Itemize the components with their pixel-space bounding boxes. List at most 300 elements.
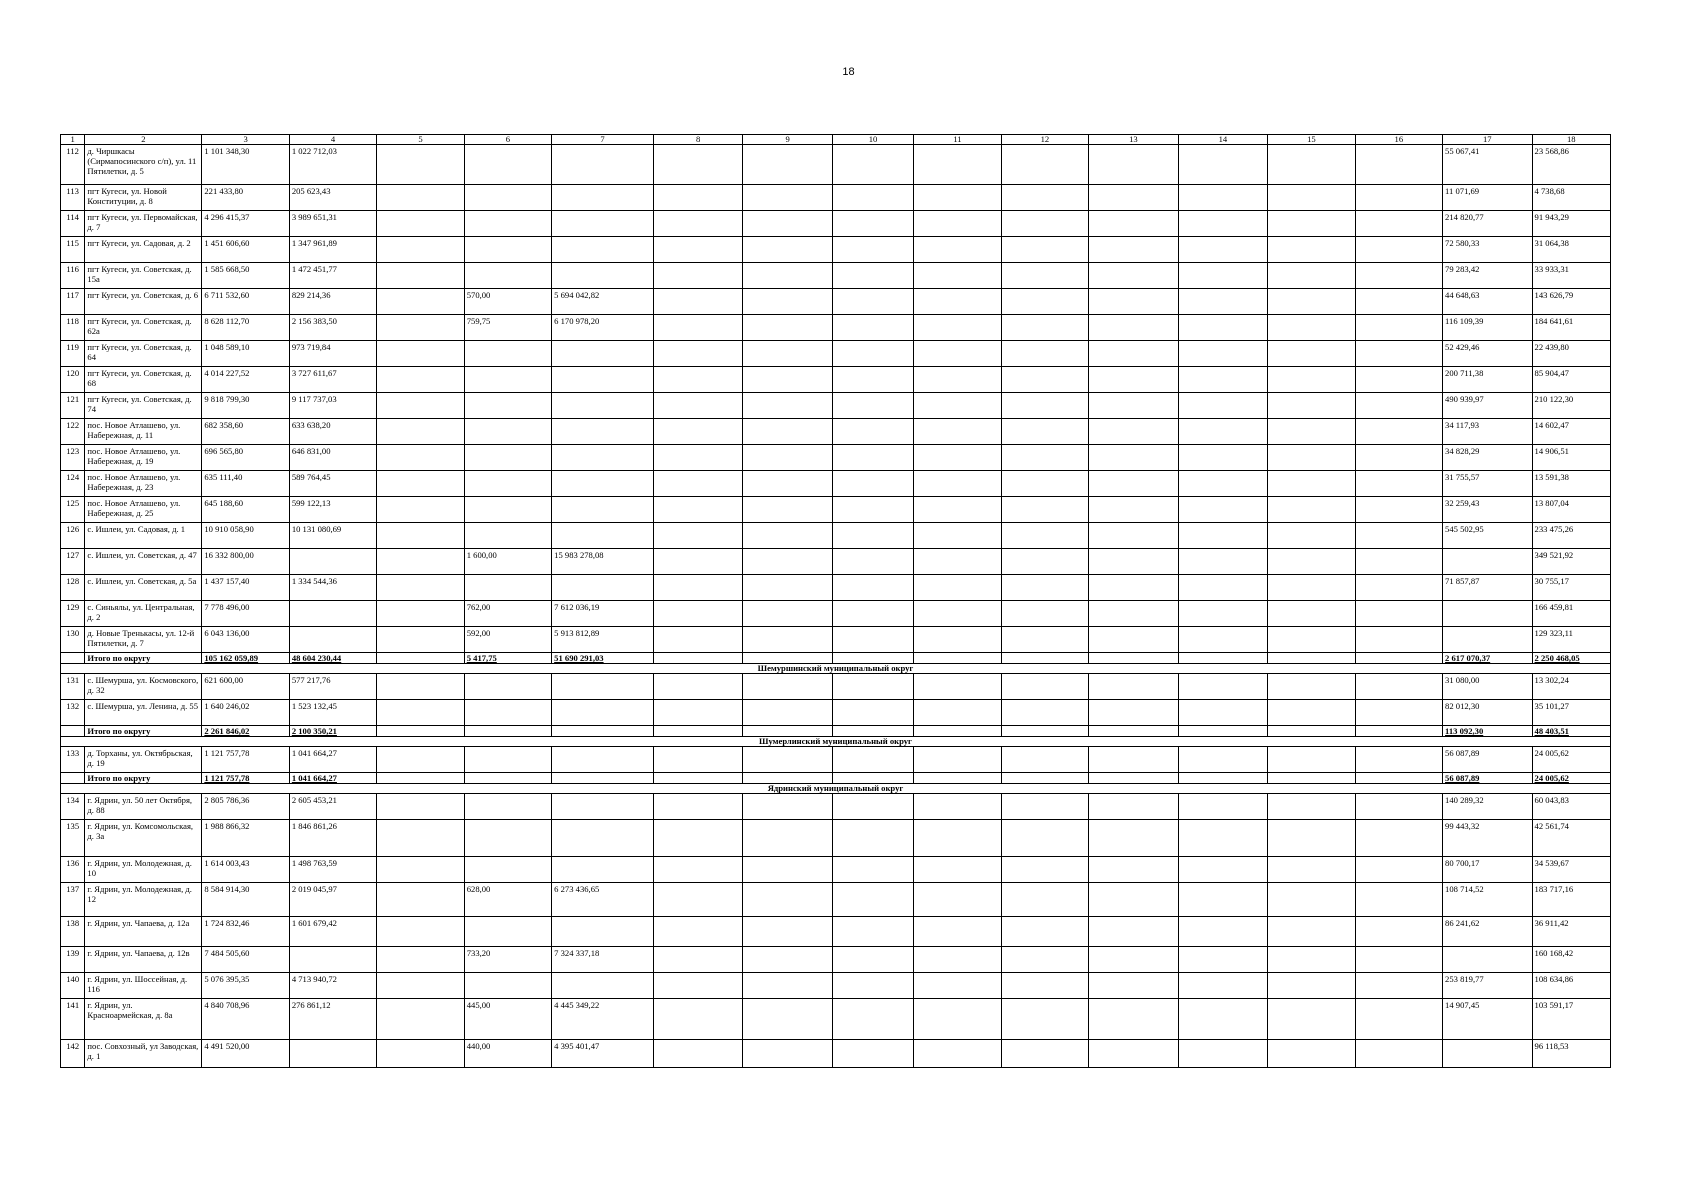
total-label: Итого по округу bbox=[85, 773, 202, 784]
value-col-7: 7 324 337,18 bbox=[552, 947, 654, 973]
table-row bbox=[61, 601, 1611, 627]
value-col-9 bbox=[743, 393, 833, 419]
row-number: 130 bbox=[61, 627, 85, 653]
value-col-5 bbox=[377, 497, 464, 523]
value-col-10 bbox=[832, 857, 913, 883]
value-col-4: 1 498 763,59 bbox=[289, 857, 376, 883]
value-col-6 bbox=[464, 145, 551, 185]
value-col-9 bbox=[743, 973, 833, 999]
value-col-11 bbox=[914, 263, 1001, 289]
row-number: 125 bbox=[61, 497, 85, 523]
value-col-15 bbox=[1268, 857, 1355, 883]
value-col-16 bbox=[1355, 185, 1442, 211]
value-col-18: 13 807,04 bbox=[1532, 497, 1610, 523]
value-col-15 bbox=[1268, 601, 1355, 627]
value-col-10 bbox=[832, 445, 913, 471]
value-col-4: 1 041 664,27 bbox=[289, 747, 376, 773]
column-number-16: 16 bbox=[1355, 135, 1442, 145]
value-col-13 bbox=[1089, 315, 1179, 341]
value-col-10 bbox=[832, 237, 913, 263]
value-col-3: 10 910 058,90 bbox=[202, 523, 289, 549]
table-row bbox=[61, 393, 1611, 419]
value-col-15 bbox=[1268, 145, 1355, 185]
value-col-17: 200 711,38 bbox=[1443, 367, 1533, 393]
value-col-3: 1 614 003,43 bbox=[202, 857, 289, 883]
district-total-row bbox=[61, 726, 1611, 737]
value-col-6 bbox=[464, 419, 551, 445]
value-col-17: 14 907,45 bbox=[1443, 999, 1533, 1040]
value-col-17: 2 617 070,37 bbox=[1443, 653, 1533, 664]
table-row bbox=[61, 445, 1611, 471]
value-col-13 bbox=[1089, 237, 1179, 263]
value-col-16 bbox=[1355, 549, 1442, 575]
value-col-6 bbox=[464, 237, 551, 263]
table-row bbox=[61, 857, 1611, 883]
value-col-4: 9 117 737,03 bbox=[289, 393, 376, 419]
column-number-7: 7 bbox=[552, 135, 654, 145]
value-col-7 bbox=[552, 773, 654, 784]
value-col-18: 24 005,62 bbox=[1532, 747, 1610, 773]
address: с. Ишлеи, ул. Советская, д. 47 bbox=[85, 549, 202, 575]
value-col-11 bbox=[914, 857, 1001, 883]
row-number: 131 bbox=[61, 674, 85, 700]
value-col-8 bbox=[653, 627, 743, 653]
value-col-17 bbox=[1443, 601, 1533, 627]
value-col-12 bbox=[1001, 700, 1088, 726]
row-number: 139 bbox=[61, 947, 85, 973]
value-col-3: 4 014 227,52 bbox=[202, 367, 289, 393]
value-col-10 bbox=[832, 601, 913, 627]
address: г. Ядрин, ул. Чапаева, д. 12в bbox=[85, 947, 202, 973]
value-col-15 bbox=[1268, 627, 1355, 653]
value-col-16 bbox=[1355, 601, 1442, 627]
value-col-5 bbox=[377, 973, 464, 999]
value-col-13 bbox=[1089, 523, 1179, 549]
value-col-15 bbox=[1268, 575, 1355, 601]
value-col-14 bbox=[1178, 999, 1268, 1040]
value-col-11 bbox=[914, 999, 1001, 1040]
value-col-10 bbox=[832, 747, 913, 773]
value-col-12 bbox=[1001, 523, 1088, 549]
value-col-14 bbox=[1178, 674, 1268, 700]
value-col-3: 645 188,60 bbox=[202, 497, 289, 523]
value-col-9 bbox=[743, 237, 833, 263]
value-col-6 bbox=[464, 211, 551, 237]
value-col-8 bbox=[653, 883, 743, 917]
table-row bbox=[61, 315, 1611, 341]
value-col-13 bbox=[1089, 653, 1179, 664]
value-col-12 bbox=[1001, 1040, 1088, 1068]
value-col-8 bbox=[653, 237, 743, 263]
value-col-4 bbox=[289, 549, 376, 575]
value-col-9 bbox=[743, 211, 833, 237]
value-col-11 bbox=[914, 575, 1001, 601]
value-col-15 bbox=[1268, 653, 1355, 664]
value-col-18: 14 906,51 bbox=[1532, 445, 1610, 471]
address: пгт Кугеси, ул. Советская, д. 64 bbox=[85, 341, 202, 367]
value-col-4 bbox=[289, 601, 376, 627]
value-col-7 bbox=[552, 973, 654, 999]
value-col-14 bbox=[1178, 947, 1268, 973]
value-col-4: 577 217,76 bbox=[289, 674, 376, 700]
value-col-8 bbox=[653, 185, 743, 211]
value-col-16 bbox=[1355, 773, 1442, 784]
address: пгт Кугеси, ул. Советская, д. 15а bbox=[85, 263, 202, 289]
value-col-14 bbox=[1178, 263, 1268, 289]
table-row bbox=[61, 211, 1611, 237]
row-number: 134 bbox=[61, 794, 85, 820]
value-col-15 bbox=[1268, 549, 1355, 575]
value-col-5 bbox=[377, 601, 464, 627]
value-col-9 bbox=[743, 601, 833, 627]
value-col-7 bbox=[552, 471, 654, 497]
table-row bbox=[61, 674, 1611, 700]
value-col-7 bbox=[552, 794, 654, 820]
value-col-7 bbox=[552, 367, 654, 393]
value-col-7 bbox=[552, 341, 654, 367]
value-col-3: 621 600,00 bbox=[202, 674, 289, 700]
value-col-11 bbox=[914, 883, 1001, 917]
value-col-16 bbox=[1355, 700, 1442, 726]
value-col-17: 140 289,32 bbox=[1443, 794, 1533, 820]
value-col-15 bbox=[1268, 917, 1355, 947]
value-col-17: 80 700,17 bbox=[1443, 857, 1533, 883]
value-col-6: 733,20 bbox=[464, 947, 551, 973]
value-col-17: 71 857,87 bbox=[1443, 575, 1533, 601]
value-col-14 bbox=[1178, 211, 1268, 237]
value-col-8 bbox=[653, 315, 743, 341]
value-col-11 bbox=[914, 674, 1001, 700]
value-col-5 bbox=[377, 145, 464, 185]
value-col-12 bbox=[1001, 747, 1088, 773]
value-col-3: 1 640 246,02 bbox=[202, 700, 289, 726]
value-col-8 bbox=[653, 497, 743, 523]
value-col-12 bbox=[1001, 185, 1088, 211]
value-col-17: 108 714,52 bbox=[1443, 883, 1533, 917]
value-col-6 bbox=[464, 794, 551, 820]
row-number: 126 bbox=[61, 523, 85, 549]
value-col-4: 3 989 651,31 bbox=[289, 211, 376, 237]
value-col-18: 13 591,38 bbox=[1532, 471, 1610, 497]
value-col-8 bbox=[653, 211, 743, 237]
value-col-6 bbox=[464, 393, 551, 419]
value-col-3: 1 988 866,32 bbox=[202, 820, 289, 857]
value-col-7 bbox=[552, 747, 654, 773]
row-number: 142 bbox=[61, 1040, 85, 1068]
value-col-9 bbox=[743, 575, 833, 601]
value-col-18: 183 717,16 bbox=[1532, 883, 1610, 917]
value-col-9 bbox=[743, 445, 833, 471]
value-col-6 bbox=[464, 820, 551, 857]
value-col-17 bbox=[1443, 1040, 1533, 1068]
table-row bbox=[61, 419, 1611, 445]
value-col-18: 2 250 468,05 bbox=[1532, 653, 1610, 664]
address: г. Ядрин, ул. Чапаева, д. 12а bbox=[85, 917, 202, 947]
address: пгт Кугеси, ул. Советская, д. 6 bbox=[85, 289, 202, 315]
value-col-18: 42 561,74 bbox=[1532, 820, 1610, 857]
value-col-13 bbox=[1089, 674, 1179, 700]
value-col-3: 1 585 668,50 bbox=[202, 263, 289, 289]
value-col-10 bbox=[832, 185, 913, 211]
value-col-15 bbox=[1268, 445, 1355, 471]
value-col-13 bbox=[1089, 575, 1179, 601]
value-col-15 bbox=[1268, 700, 1355, 726]
row-number: 112 bbox=[61, 145, 85, 185]
column-number-14: 14 bbox=[1178, 135, 1268, 145]
value-col-7: 5 913 812,89 bbox=[552, 627, 654, 653]
value-col-5 bbox=[377, 315, 464, 341]
register-table bbox=[60, 134, 1611, 1068]
value-col-8 bbox=[653, 653, 743, 664]
value-col-14 bbox=[1178, 497, 1268, 523]
address: пос. Новое Атлашево, ул. Набережная, д. 23 bbox=[85, 471, 202, 497]
value-col-7: 15 983 278,08 bbox=[552, 549, 654, 575]
value-col-15 bbox=[1268, 471, 1355, 497]
value-col-12 bbox=[1001, 341, 1088, 367]
row-number: 113 bbox=[61, 185, 85, 211]
value-col-16 bbox=[1355, 497, 1442, 523]
value-col-18: 13 302,24 bbox=[1532, 674, 1610, 700]
value-col-8 bbox=[653, 419, 743, 445]
value-col-5 bbox=[377, 674, 464, 700]
value-col-4: 4 713 940,72 bbox=[289, 973, 376, 999]
value-col-14 bbox=[1178, 820, 1268, 857]
value-col-12 bbox=[1001, 419, 1088, 445]
value-col-17: 214 820,77 bbox=[1443, 211, 1533, 237]
value-col-10 bbox=[832, 627, 913, 653]
value-col-9 bbox=[743, 341, 833, 367]
value-col-14 bbox=[1178, 445, 1268, 471]
value-col-9 bbox=[743, 263, 833, 289]
value-col-14 bbox=[1178, 917, 1268, 947]
value-col-18: 233 475,26 bbox=[1532, 523, 1610, 549]
value-col-14 bbox=[1178, 627, 1268, 653]
value-col-8 bbox=[653, 700, 743, 726]
value-col-5 bbox=[377, 523, 464, 549]
table-row bbox=[61, 575, 1611, 601]
value-col-9 bbox=[743, 857, 833, 883]
value-col-11 bbox=[914, 627, 1001, 653]
value-col-12 bbox=[1001, 794, 1088, 820]
value-col-7 bbox=[552, 237, 654, 263]
value-col-3: 2 805 786,36 bbox=[202, 794, 289, 820]
value-col-17: 490 939,97 bbox=[1443, 393, 1533, 419]
value-col-15 bbox=[1268, 883, 1355, 917]
value-col-3: 1 048 589,10 bbox=[202, 341, 289, 367]
value-col-12 bbox=[1001, 973, 1088, 999]
row-number: 121 bbox=[61, 393, 85, 419]
value-col-17: 31 080,00 bbox=[1443, 674, 1533, 700]
value-col-12 bbox=[1001, 575, 1088, 601]
row-number: 118 bbox=[61, 315, 85, 341]
value-col-15 bbox=[1268, 341, 1355, 367]
value-col-6: 592,00 bbox=[464, 627, 551, 653]
value-col-15 bbox=[1268, 1040, 1355, 1068]
row-number: 117 bbox=[61, 289, 85, 315]
column-number-5: 5 bbox=[377, 135, 464, 145]
value-col-10 bbox=[832, 947, 913, 973]
value-col-16 bbox=[1355, 883, 1442, 917]
value-col-13 bbox=[1089, 773, 1179, 784]
value-col-3: 1 101 348,30 bbox=[202, 145, 289, 185]
value-col-3: 1 724 832,46 bbox=[202, 917, 289, 947]
value-col-15 bbox=[1268, 820, 1355, 857]
value-col-9 bbox=[743, 999, 833, 1040]
table-row bbox=[61, 627, 1611, 653]
address: г. Ядрин, ул. Шоссейная, д. 116 bbox=[85, 973, 202, 999]
value-col-10 bbox=[832, 315, 913, 341]
value-col-7 bbox=[552, 575, 654, 601]
value-col-18: 85 904,47 bbox=[1532, 367, 1610, 393]
row-number: 141 bbox=[61, 999, 85, 1040]
value-col-17: 253 819,77 bbox=[1443, 973, 1533, 999]
column-number-15: 15 bbox=[1268, 135, 1355, 145]
value-col-17: 44 648,63 bbox=[1443, 289, 1533, 315]
value-col-4: 2 100 350,21 bbox=[289, 726, 376, 737]
value-col-11 bbox=[914, 145, 1001, 185]
value-col-12 bbox=[1001, 289, 1088, 315]
value-col-17: 72 580,33 bbox=[1443, 237, 1533, 263]
value-col-16 bbox=[1355, 857, 1442, 883]
value-col-17: 52 429,46 bbox=[1443, 341, 1533, 367]
value-col-17: 116 109,39 bbox=[1443, 315, 1533, 341]
value-col-14 bbox=[1178, 1040, 1268, 1068]
row-number: 116 bbox=[61, 263, 85, 289]
value-col-5 bbox=[377, 1040, 464, 1068]
district-title: Шемуршинский муниципальный округ bbox=[61, 664, 1611, 674]
value-col-18: 36 911,42 bbox=[1532, 917, 1610, 947]
value-col-9 bbox=[743, 794, 833, 820]
district-title: Шумерлинский муниципальный округ bbox=[61, 737, 1611, 747]
value-col-5 bbox=[377, 917, 464, 947]
value-col-15 bbox=[1268, 289, 1355, 315]
table-row bbox=[61, 145, 1611, 185]
value-col-11 bbox=[914, 726, 1001, 737]
value-col-16 bbox=[1355, 523, 1442, 549]
value-col-17: 34 828,29 bbox=[1443, 445, 1533, 471]
value-col-3: 16 332 800,00 bbox=[202, 549, 289, 575]
district-total-row bbox=[61, 773, 1611, 784]
value-col-4: 2 019 045,97 bbox=[289, 883, 376, 917]
value-col-17: 56 087,89 bbox=[1443, 747, 1533, 773]
value-col-16 bbox=[1355, 726, 1442, 737]
value-col-11 bbox=[914, 820, 1001, 857]
page-number: 18 bbox=[842, 66, 855, 78]
value-col-3: 4 840 708,96 bbox=[202, 999, 289, 1040]
value-col-16 bbox=[1355, 674, 1442, 700]
value-col-16 bbox=[1355, 747, 1442, 773]
value-col-3: 6 711 532,60 bbox=[202, 289, 289, 315]
column-number-17: 17 bbox=[1443, 135, 1533, 145]
value-col-6 bbox=[464, 185, 551, 211]
value-col-14 bbox=[1178, 549, 1268, 575]
value-col-16 bbox=[1355, 367, 1442, 393]
value-col-15 bbox=[1268, 773, 1355, 784]
value-col-5 bbox=[377, 627, 464, 653]
value-col-5 bbox=[377, 419, 464, 445]
column-number-4: 4 bbox=[289, 135, 376, 145]
column-number-6: 6 bbox=[464, 135, 551, 145]
value-col-8 bbox=[653, 773, 743, 784]
value-col-8 bbox=[653, 549, 743, 575]
row-number: 120 bbox=[61, 367, 85, 393]
value-col-5 bbox=[377, 999, 464, 1040]
value-col-7 bbox=[552, 674, 654, 700]
value-col-5 bbox=[377, 289, 464, 315]
value-col-11 bbox=[914, 497, 1001, 523]
column-number-12: 12 bbox=[1001, 135, 1088, 145]
value-col-7 bbox=[552, 497, 654, 523]
value-col-12 bbox=[1001, 367, 1088, 393]
value-col-13 bbox=[1089, 393, 1179, 419]
value-col-6 bbox=[464, 497, 551, 523]
value-col-17: 99 443,32 bbox=[1443, 820, 1533, 857]
address: с. Шемурша, ул. Ленина, д. 55 bbox=[85, 700, 202, 726]
row-number: 127 bbox=[61, 549, 85, 575]
value-col-13 bbox=[1089, 973, 1179, 999]
value-col-11 bbox=[914, 747, 1001, 773]
value-col-11 bbox=[914, 773, 1001, 784]
table-row bbox=[61, 523, 1611, 549]
value-col-14 bbox=[1178, 575, 1268, 601]
value-col-4: 205 623,43 bbox=[289, 185, 376, 211]
value-col-12 bbox=[1001, 263, 1088, 289]
row-number bbox=[61, 726, 85, 737]
row-number: 128 bbox=[61, 575, 85, 601]
value-col-15 bbox=[1268, 674, 1355, 700]
value-col-18: 210 122,30 bbox=[1532, 393, 1610, 419]
value-col-4: 633 638,20 bbox=[289, 419, 376, 445]
value-col-13 bbox=[1089, 700, 1179, 726]
value-col-4: 1 041 664,27 bbox=[289, 773, 376, 784]
value-col-6 bbox=[464, 575, 551, 601]
value-col-3: 5 076 395,35 bbox=[202, 973, 289, 999]
value-col-9 bbox=[743, 549, 833, 575]
district-total-row bbox=[61, 653, 1611, 664]
value-col-16 bbox=[1355, 627, 1442, 653]
address: пгт Кугеси, ул. Новой Конституции, д. 8 bbox=[85, 185, 202, 211]
value-col-18: 91 943,29 bbox=[1532, 211, 1610, 237]
value-col-14 bbox=[1178, 653, 1268, 664]
value-col-13 bbox=[1089, 289, 1179, 315]
value-col-14 bbox=[1178, 601, 1268, 627]
value-col-3: 4 491 520,00 bbox=[202, 1040, 289, 1068]
value-col-16 bbox=[1355, 653, 1442, 664]
value-col-18: 96 118,53 bbox=[1532, 1040, 1610, 1068]
value-col-3: 7 484 505,60 bbox=[202, 947, 289, 973]
value-col-13 bbox=[1089, 601, 1179, 627]
value-col-17: 545 502,95 bbox=[1443, 523, 1533, 549]
value-col-6: 628,00 bbox=[464, 883, 551, 917]
value-col-7 bbox=[552, 523, 654, 549]
table-row bbox=[61, 999, 1611, 1040]
value-col-18: 143 626,79 bbox=[1532, 289, 1610, 315]
value-col-6: 440,00 bbox=[464, 1040, 551, 1068]
value-col-7: 4 395 401,47 bbox=[552, 1040, 654, 1068]
address: г. Ядрин, ул. Молодежная, д. 12 bbox=[85, 883, 202, 917]
value-col-10 bbox=[832, 883, 913, 917]
value-col-13 bbox=[1089, 341, 1179, 367]
value-col-5 bbox=[377, 471, 464, 497]
value-col-17: 32 259,43 bbox=[1443, 497, 1533, 523]
row-number: 138 bbox=[61, 917, 85, 947]
row-number bbox=[61, 653, 85, 664]
value-col-13 bbox=[1089, 185, 1179, 211]
value-col-9 bbox=[743, 419, 833, 445]
table-row bbox=[61, 973, 1611, 999]
value-col-18: 108 634,86 bbox=[1532, 973, 1610, 999]
value-col-9 bbox=[743, 497, 833, 523]
